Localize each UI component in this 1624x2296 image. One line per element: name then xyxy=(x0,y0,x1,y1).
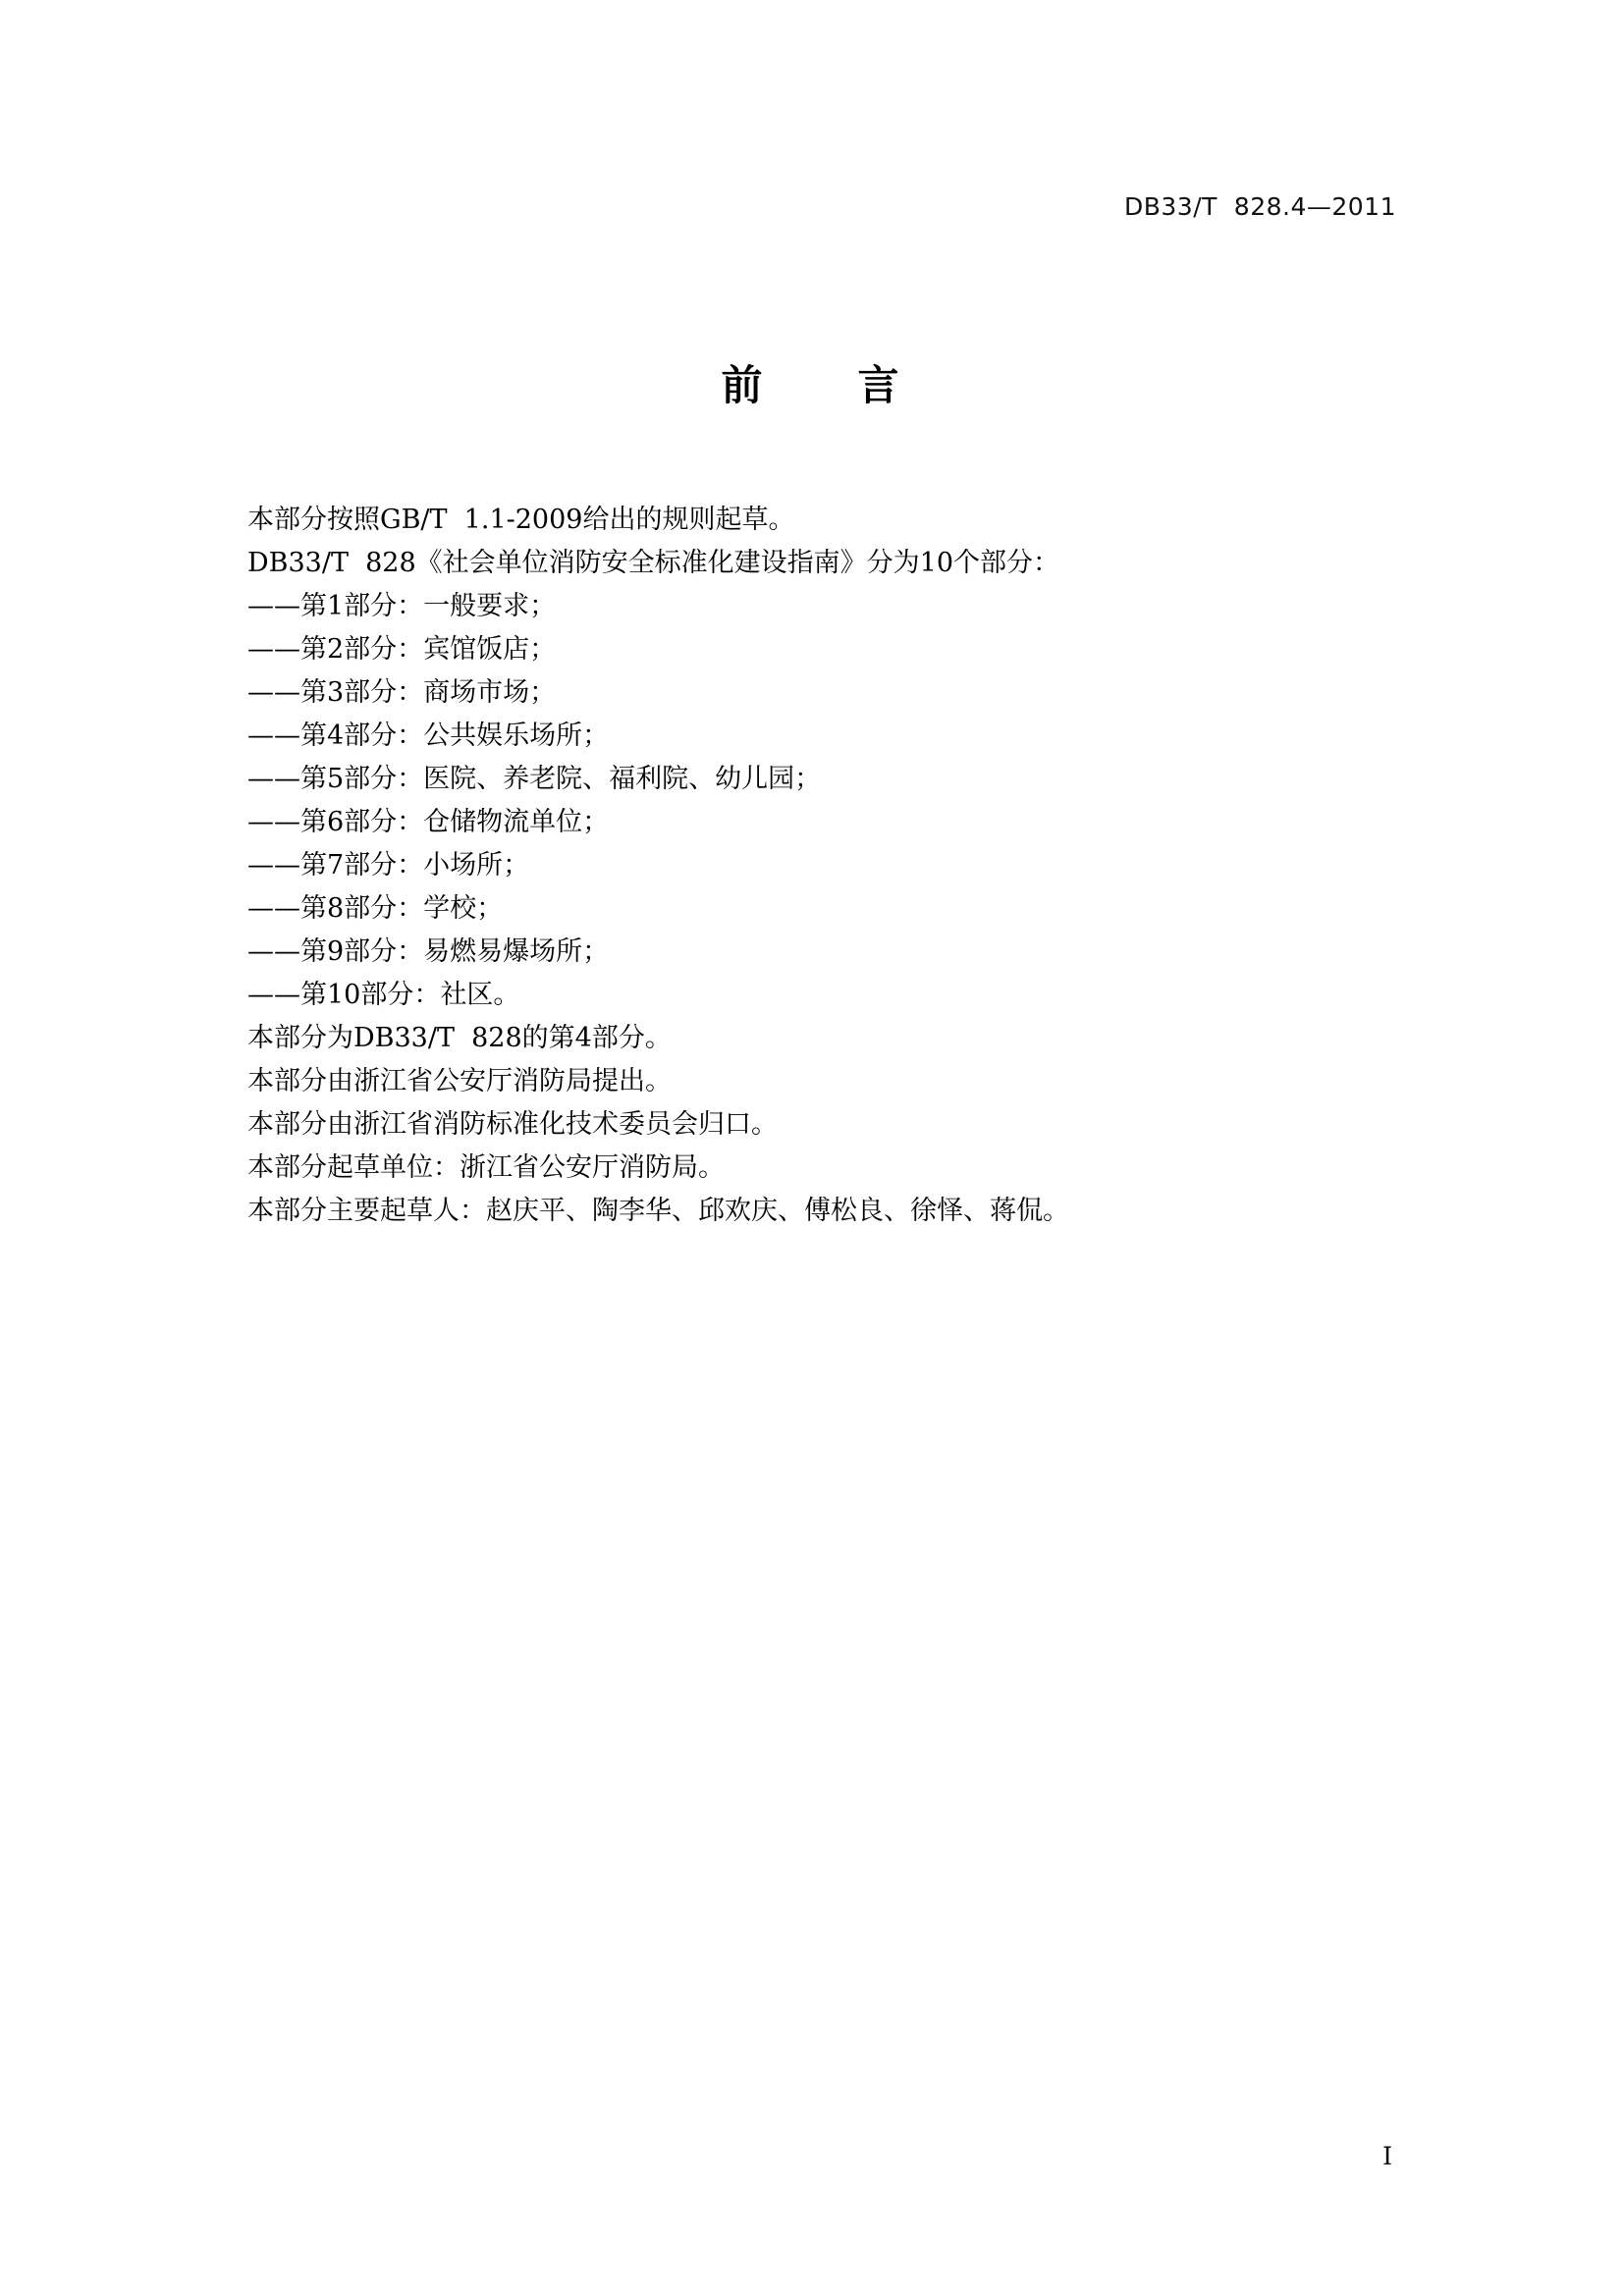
foreword-line: ——第2部分：宾馆饭店； xyxy=(247,634,557,665)
foreword-line: ——第4部分：公共娱乐场所； xyxy=(247,721,610,751)
foreword-line: ——第7部分：小场所； xyxy=(247,850,530,881)
standard-code-header: DB33/T 828.4—2011 xyxy=(1124,192,1396,221)
foreword-line: 本部分按照GB/T 1.1-2009给出的规则起草。 xyxy=(247,505,795,535)
page-number: I xyxy=(1382,2142,1392,2170)
foreword-line: 本部分由浙江省公安厅消防局提出。 xyxy=(247,1066,672,1096)
foreword-line: 本部分起草单位：浙江省公安厅消防局。 xyxy=(247,1152,725,1183)
foreword-line: ——第10部分：社区。 xyxy=(247,980,520,1010)
foreword-line: ——第3部分：商场市场； xyxy=(247,677,557,708)
foreword-line: ——第1部分：一般要求； xyxy=(247,591,557,621)
foreword-line: 本部分由浙江省消防标准化技术委员会归口。 xyxy=(247,1109,778,1140)
foreword-line: ——第5部分：医院、养老院、福利院、幼儿园； xyxy=(247,764,822,794)
foreword-line: ——第6部分：仓储物流单位； xyxy=(247,807,610,837)
page-title: 前 言 xyxy=(721,361,903,409)
foreword-line: DB33/T 828《社会单位消防安全标准化建设指南》分为10个部分： xyxy=(247,548,1060,578)
foreword-line: 本部分为DB33/T 828的第4部分。 xyxy=(247,1023,672,1053)
foreword-line: ——第8部分：学校； xyxy=(247,893,504,924)
foreword-line: 本部分主要起草人：赵庆平、陶李华、邱欢庆、傅松良、徐怿、蒋侃。 xyxy=(247,1196,1069,1226)
foreword-line: ——第9部分：易燃易爆场所； xyxy=(247,936,610,967)
foreword-body xyxy=(247,499,1426,1233)
